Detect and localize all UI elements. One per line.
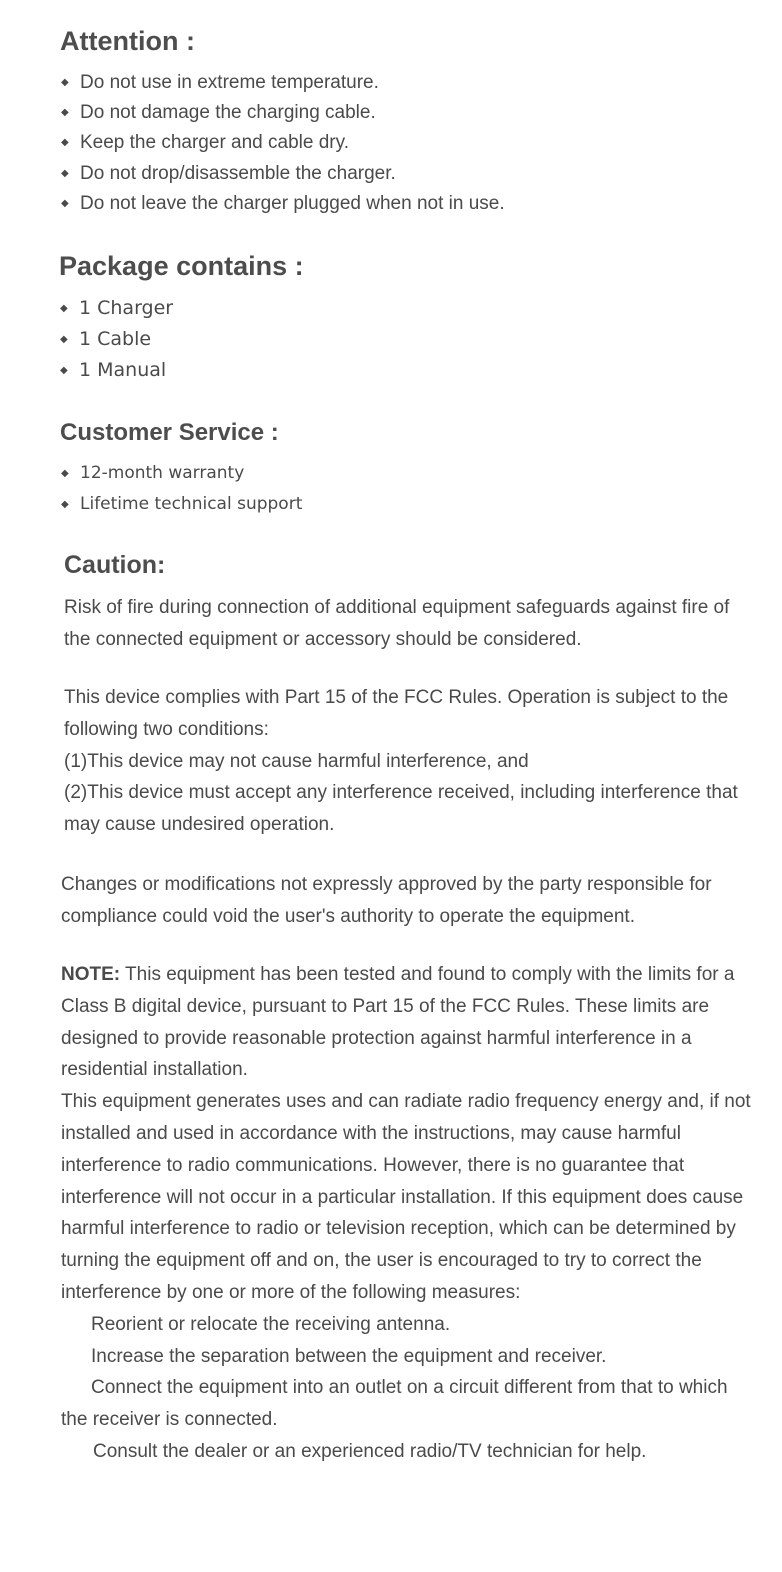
list-item: ◆ Lifetime technical support xyxy=(60,489,782,520)
diamond-bullet-icon: ◆ xyxy=(61,137,69,149)
attention-list xyxy=(60,68,782,219)
diamond-bullet-icon: ◆ xyxy=(60,303,68,314)
caution-text: Risk of fire during connection of additional equipment safeguards against fire of the connected equipment or accessory should be considered. xyxy=(64,597,730,650)
customer-service-section xyxy=(60,418,782,520)
list-item: ◆ Keep the charger and cable dry. xyxy=(60,128,782,158)
list-item: ◆ 1 Charger xyxy=(59,293,782,324)
customer-service-list xyxy=(60,458,782,520)
note-section xyxy=(61,959,751,1468)
list-item: ◆ Do not damage the charging cable. xyxy=(60,98,782,128)
note-label: NOTE: xyxy=(61,964,121,985)
diamond-bullet-icon: ◆ xyxy=(61,167,69,179)
fcc-compliance-section xyxy=(64,682,744,841)
diamond-bullet-icon: ◆ xyxy=(61,197,69,209)
attention-heading: Attention : xyxy=(60,26,195,56)
list-item: ◆ 12-month warranty xyxy=(60,458,782,489)
list-item: ◆ Do not use in extreme temperature. xyxy=(60,68,782,98)
package-heading: Package contains : xyxy=(59,251,304,281)
changes-text: Changes or modifications not expressly approved by the party responsible for compliance could void the user's authority to operate the equipment. xyxy=(61,874,712,927)
list-item: ◆ 1 Manual xyxy=(59,355,782,386)
package-list xyxy=(59,293,782,386)
note-paragraph-2: This equipment generates uses and can radiate radio frequency energy and, if not installed and used in accordance with the instructions, may cause harmful interference to radio communications. However, there is no guarantee that interference will not occur in a particular installation. If this equipment does cause harmful interference to radio or television reception, which can be determined by turning the equipment off and on, the user is encouraged to try to correct the interference by one or more of the following measures: xyxy=(61,1091,751,1303)
diamond-bullet-icon: ◆ xyxy=(61,77,69,88)
caution-section xyxy=(64,549,744,656)
caution-heading: Caution: xyxy=(64,551,166,579)
measure-1: Reorient or relocate the receiving antenna. xyxy=(91,1313,451,1335)
measure-2: Increase the separation between the equipment and receiver. xyxy=(91,1345,607,1367)
diamond-bullet-icon: ◆ xyxy=(61,499,69,510)
diamond-bullet-icon: ◆ xyxy=(60,334,68,345)
fcc-condition-1: (1)This device may not cause harmful interference, and xyxy=(64,750,529,772)
list-item: ◆ Do not leave the charger plugged when not in use. xyxy=(60,189,782,219)
diamond-bullet-icon: ◆ xyxy=(61,107,69,119)
list-item: ◆ Do not drop/disassemble the charger. xyxy=(60,159,782,189)
package-section xyxy=(59,248,782,386)
fcc-statement: This device complies with Part 15 of the FCC Rules. Operation is subject to the following two conditions: xyxy=(64,687,729,740)
measure-3: Connect the equipment into an outlet on a circuit different from that to which the receiver is connected. xyxy=(61,1377,728,1431)
attention-section xyxy=(60,24,782,219)
fcc-condition-2: (2)This device must accept any interference received, including interference that may cause undesired operation. xyxy=(64,782,738,836)
diamond-bullet-icon: ◆ xyxy=(61,468,69,479)
changes-section xyxy=(61,869,751,933)
diamond-bullet-icon: ◆ xyxy=(60,365,68,376)
list-item: ◆ 1 Cable xyxy=(59,324,782,355)
customer-service-heading: Customer Service : xyxy=(60,419,279,446)
measure-4: Consult the dealer or an experienced radio/TV technician for help. xyxy=(93,1440,647,1462)
note-paragraph: NOTE: This equipment has been tested and found to comply with the limits for a Class B digital device, pursuant to Part 15 of the FCC Rules. These limits are designed to provide reasonable protection against harmful interference in a residential installation. xyxy=(61,964,735,1081)
